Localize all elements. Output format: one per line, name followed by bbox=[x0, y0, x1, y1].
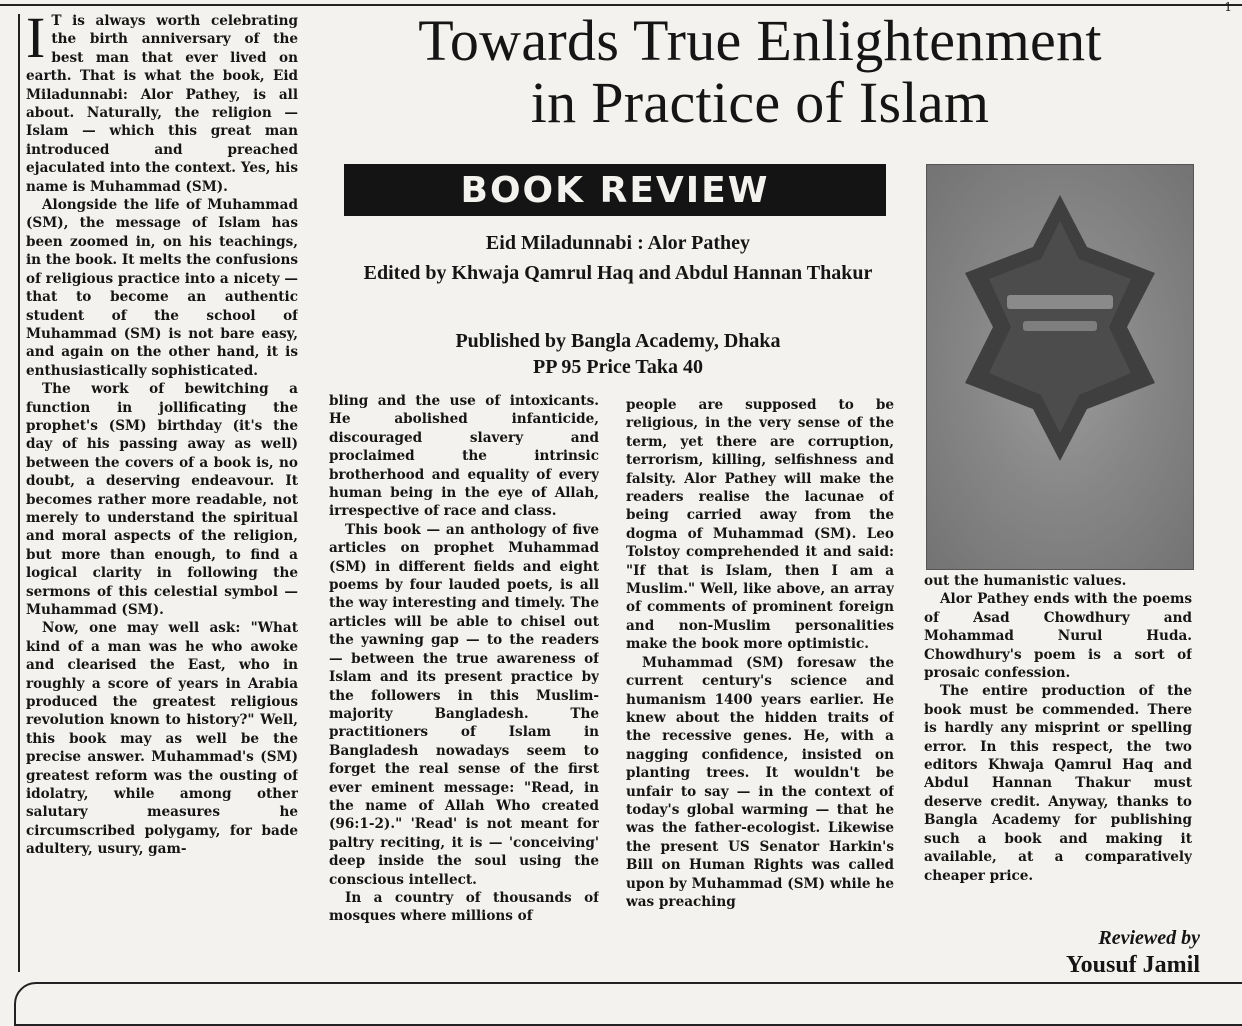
paragraph: out the humanistic values. bbox=[924, 573, 1127, 589]
paragraph: Muhammad (SM) foresaw the current century's science and humanism 1400 years earlier. He knew about the hidden traits of the recessive genes. He, with a nagging confidence, insisted on planting trees. It wouldn't be unfair to say — in the context of today's global warming — that he was the father-ecologist. Likewise the present US Senator Harkin's Bill on Human Rights was called upon by Muhammad (SM) while he was preaching bbox=[626, 654, 894, 910]
reviewer-name: Yousuf Jamil bbox=[1065, 952, 1200, 978]
pages-price: PP 95 Price Taka 40 bbox=[533, 356, 703, 378]
reviewed-by-label: Reviewed by bbox=[1098, 927, 1200, 949]
paragraph: Now, one may well ask: "What kind of a man was he who awoke and clearised the East, who in roughly a score of years in Arabia produced the greatest religious revolution known to history?" Well, this book may as well be the precise answer. Muhammad's (SM) greatest reform was the ousting of idolatry, while among other salutary measures he circumscribed polygamy, for bade adultery, usury, gam- bbox=[26, 620, 298, 858]
book-title: Eid Miladunnabi : Alor Pathey bbox=[485, 232, 751, 254]
book-cover-photo bbox=[926, 164, 1194, 570]
left-column-rule bbox=[18, 14, 20, 972]
paragraph: people are supposed to be religious, in the very sense of the term, yet there are corruption, terrorism, killing, selfishness and falsity. Alor Pathey will make the readers realise the lacunae of being carried away from the dogma of Muhammad (SM). Leo Tolstoy comprehended it and said: "If that is Islam, then I am a Muslim." Well, like above, an array of comments of prominent foreign and non-Muslim personalities make the book more optimistic. bbox=[626, 397, 894, 653]
headline bbox=[320, 10, 1200, 134]
paragraph: Alongside the life of Muhammad (SM), the message of Islam has been zoomed in, on his teachings, in the book. It melts the confusions of religious practice into a nicety — that to become an authentic student of the school of Muhammad (SM) is not bare easy, and again on the other hand, it is enthusiastically sophisticated. bbox=[26, 197, 298, 379]
article-column-4 bbox=[924, 572, 1192, 912]
publication-info bbox=[340, 328, 896, 380]
article-column-3 bbox=[626, 396, 894, 982]
book-editors: Edited by Khwaja Qamrul Haq and Abdul Hannan Thakur bbox=[363, 262, 873, 284]
corner-mark: 1 bbox=[1224, 0, 1232, 14]
paragraph: The work of bewitching a function in jollificating the prophet's (SM) birthday (it's the day of his passing away as well) between the covers of a book is, no doubt, a deserving endeavour. It becomes rather more readable, not merely to understand the spiritual and moral aspects of the religion, but more than enough, to find a logical clarity in following the sermons of this celestial symbol — Muhammad (SM). bbox=[26, 381, 298, 618]
paragraph: T is always worth celebrating the birth anniversary of the best man that ever lived on earth. That is what the book, Eid Miladunnabi: Alor Pathey, is all about. Naturally, the religion — Islam — which this great man introduced and preached ejaculated into the context. Yes, his name is Muhammad (SM). bbox=[26, 13, 298, 195]
headline-line-2: in Practice of Islam bbox=[530, 70, 990, 135]
paragraph: In a country of thousands of mosques where millions of bbox=[329, 889, 599, 925]
paragraph: This book — an anthology of five articles on prophet Muhammad (SM) in different fields and eight poems by four lauded poets, is all the way interesting and timely. The articles will be able to chisel out the yawning gap — to the readers — between the true awareness of Islam and its present practice by the followers in this Muslim-majority Bangladesh. The practitioners of Islam in Bangladesh nowadays seem to forget the real sense of the first ever eminent message: "Read, in the name of Allah Who created (96:1-2)." 'Read' is not meant for paltry reciting, it is — 'conceiving' deep inside the soul using the conscious intellect. bbox=[329, 521, 599, 888]
top-rule bbox=[0, 4, 1242, 6]
article-column-2 bbox=[329, 392, 599, 982]
reviewer-byline bbox=[1010, 926, 1200, 980]
publisher: Published by Bangla Academy, Dhaka bbox=[455, 330, 781, 352]
bottom-frame bbox=[14, 982, 1242, 1026]
cover-title-mark bbox=[1007, 295, 1113, 309]
book-cover-image bbox=[927, 165, 1193, 569]
paragraph: bling and the use of intoxicants. He abolished infanticide, discouraged slavery and proclaimed the intrinsic brotherhood and equality of every human being in the eye of Allah, irrespective of race and class. bbox=[329, 393, 599, 520]
article-column-1 bbox=[26, 12, 298, 970]
drop-cap: I bbox=[26, 12, 46, 70]
cover-subtitle-mark bbox=[1023, 321, 1097, 331]
headline-line-1: Towards True Enlightenment bbox=[418, 8, 1102, 73]
section-banner bbox=[344, 164, 886, 216]
paragraph: The entire production of the book must be commended. There is hardly any misprint or spelling error. In this respect, the two editors Khwaja Qamrul Haq and Abdul Hannan Thakur must deserve credit. Anyway, thanks to Bangla Academy for publishing such a book and making it available, at a comparatively cheaper price. bbox=[924, 683, 1192, 884]
paragraph: Alor Pathey ends with the poems of Asad Chowdhury and Mohammad Nurul Huda. Chowdhury's poem is a sort of prosaic confession. bbox=[924, 591, 1192, 682]
section-banner-text: BOOK REVIEW bbox=[460, 169, 770, 211]
